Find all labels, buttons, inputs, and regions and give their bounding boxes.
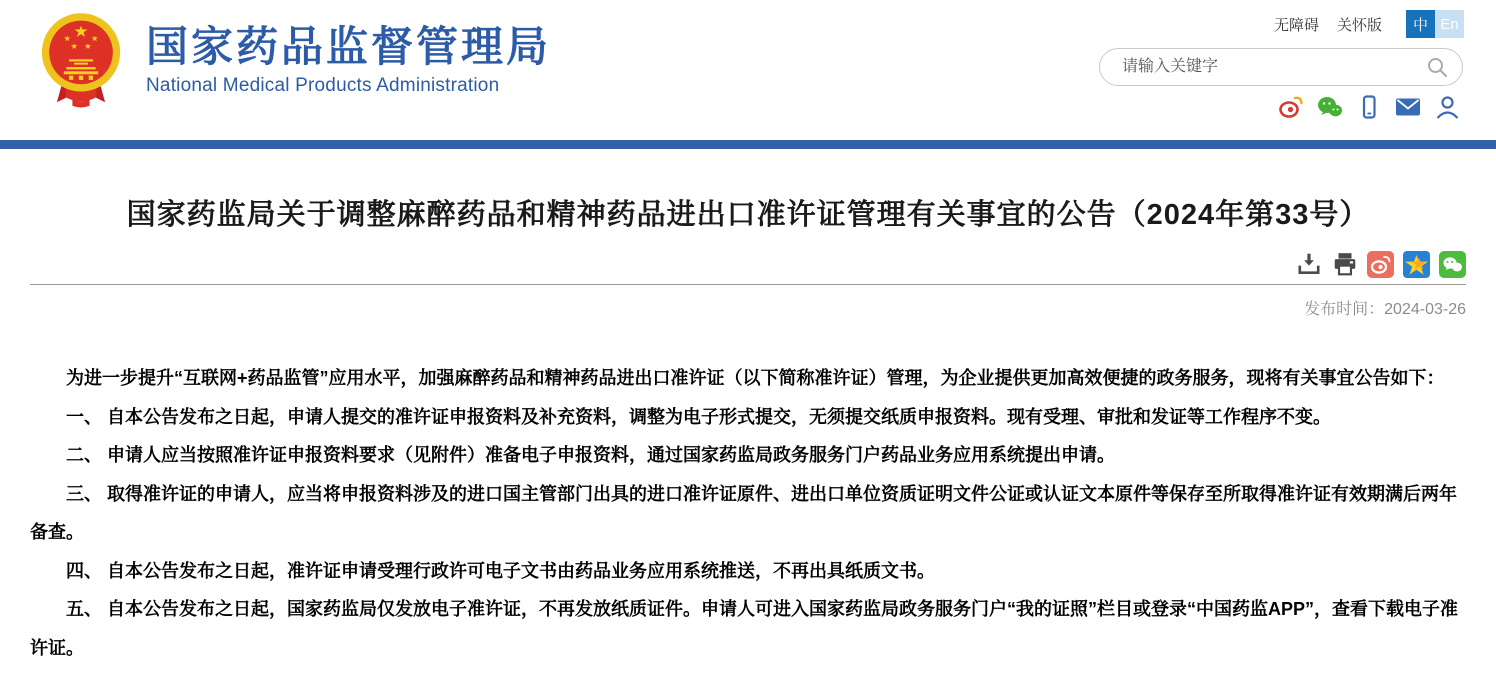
email-icon[interactable] bbox=[1395, 94, 1421, 120]
site-title-en: National Medical Products Administration bbox=[146, 74, 500, 96]
publish-date: 发布时间：2024-03-26 bbox=[1304, 301, 1466, 318]
site-title-cn: 国家药品监督管理局 bbox=[146, 23, 552, 71]
print-icon bbox=[1332, 251, 1358, 277]
mobile-icon[interactable] bbox=[1356, 94, 1382, 120]
page-title: 国家药监局关于调整麻醉药品和精神药品进出口准许证管理有关事宜的公告（2024年第33号） bbox=[126, 199, 1370, 231]
share-wechat-button[interactable] bbox=[1439, 251, 1466, 278]
search-icon bbox=[1425, 55, 1449, 79]
share-qzone-button[interactable] bbox=[1403, 251, 1430, 278]
download-button[interactable] bbox=[1295, 251, 1322, 278]
article-paragraph: 为进一步提升“互联网+药品监管”应用水平，加强麻醉药品和精神药品进出口准许证（以下简称准许证）管理，为企业提供更加高效便捷的政务服务，现将有关事宜公告如下： bbox=[66, 368, 1445, 388]
article-paragraph: 三、 取得准许证的申请人，应当将申报资料涉及的进口国主管部门出具的进口准许证原件、进出口单位资质证明文件公证或认证文本原件等保存至所取得准许证有效期满后两年备查。 bbox=[30, 483, 1457, 542]
article-body bbox=[30, 359, 1466, 667]
download-icon bbox=[1296, 251, 1322, 277]
article-actions bbox=[30, 250, 1466, 278]
share-weibo-button[interactable] bbox=[1367, 251, 1394, 278]
weibo-icon[interactable] bbox=[1278, 94, 1304, 120]
language-toggle bbox=[1406, 10, 1464, 38]
article-paragraph: 二、 申请人应当按照准许证申报资料要求（见附件）准备电子申报资料，通过国家药监局政务服务门户药品业务应用系统提出申请。 bbox=[66, 445, 1115, 465]
header-divider-bar bbox=[0, 140, 1496, 149]
share-wechat-icon bbox=[1439, 251, 1466, 278]
print-button[interactable] bbox=[1331, 251, 1358, 278]
article-paragraph: 一、 自本公告发布之日起，申请人提交的准许证申报资料及补充资料，调整为电子形式提交，无须提交纸质申报资料。现有受理、审批和发证等工作程序不变。 bbox=[66, 406, 1331, 427]
article-paragraph: 四、 自本公告发布之日起，准许证申请受理行政许可电子文书由药品业务应用系统推送，不再出具纸质文书。 bbox=[66, 560, 935, 581]
lang-zh-button[interactable]: 中 bbox=[1406, 10, 1435, 38]
share-qzone-icon bbox=[1403, 251, 1430, 278]
share-weibo-icon bbox=[1367, 251, 1394, 278]
title-divider bbox=[30, 284, 1466, 285]
header-social-links bbox=[1278, 94, 1460, 120]
wechat-icon[interactable] bbox=[1317, 94, 1343, 120]
lang-en-button[interactable]: En bbox=[1435, 10, 1464, 38]
national-emblem-icon bbox=[38, 12, 124, 110]
search-box bbox=[1099, 48, 1463, 86]
search-input[interactable] bbox=[1120, 57, 1424, 77]
article-paragraph: 五、 自本公告发布之日起，国家药监局仅发放电子准许证，不再发放纸质证件。申请人可进入国家药监局政务服务门户“我的证照”栏目或登录“中国药监APP”，查看下载电子准许证。 bbox=[30, 599, 1459, 658]
search-button[interactable] bbox=[1424, 54, 1450, 80]
article-content bbox=[0, 192, 1496, 667]
user-icon[interactable] bbox=[1434, 94, 1460, 120]
care-mode-link[interactable]: 关怀版 bbox=[1336, 16, 1382, 34]
site-logo[interactable] bbox=[38, 12, 551, 110]
accessibility-link[interactable]: 无障碍 bbox=[1273, 16, 1319, 34]
site-header bbox=[0, 0, 1496, 140]
top-utility-nav bbox=[1274, 10, 1464, 38]
